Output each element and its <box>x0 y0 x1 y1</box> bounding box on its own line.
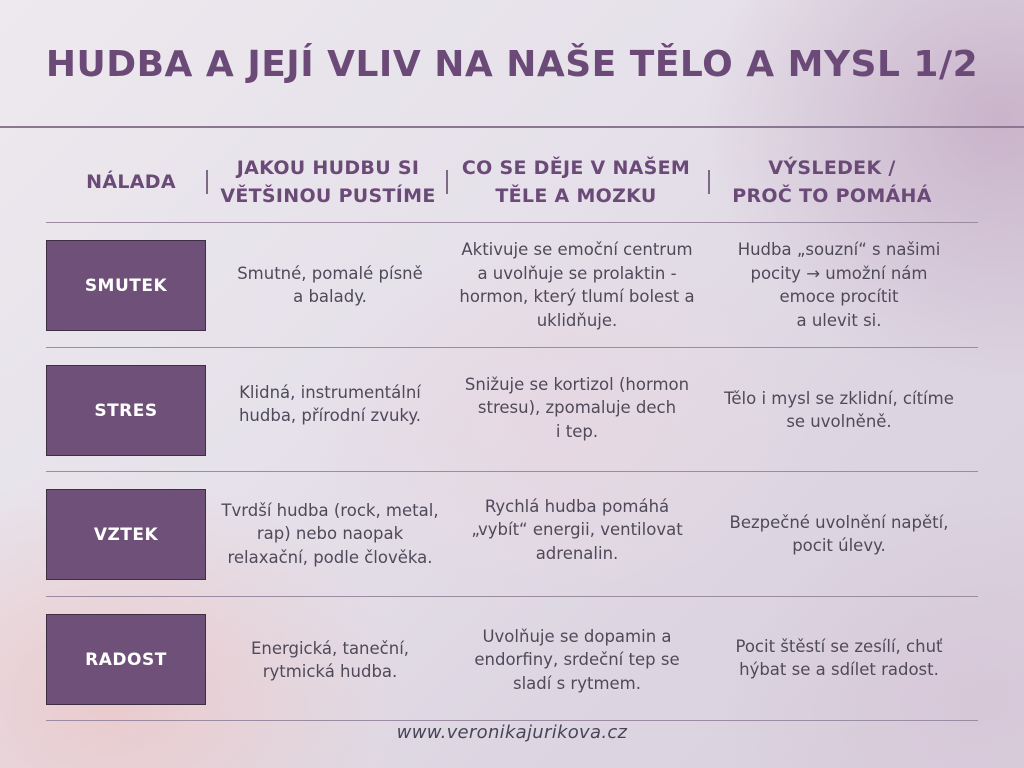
title-divider <box>0 126 1024 128</box>
result-cell: Pocit štěstí se zesílí, chuť hýbat se a sdílet radost. <box>735 636 943 679</box>
mood-label-stres: STRES <box>46 365 206 456</box>
result-cell: Bezpečné uvolnění napětí, pocit úlevy. <box>729 512 949 555</box>
header-separator <box>446 170 448 194</box>
row-divider <box>46 347 978 348</box>
row-divider <box>46 471 978 472</box>
row-divider <box>46 596 978 597</box>
header-separator <box>708 170 710 194</box>
row-divider <box>46 720 978 721</box>
music-cell: Smutné, pomalé písně a balady. <box>237 263 423 306</box>
page-title: HUDBA A JEJÍ VLIV NA NAŠE TĚLO A MYSL 1/2 <box>45 44 979 85</box>
body-cell: Rychlá hudba pomáhá „vybít“ energii, ventilovat adrenalin. <box>471 496 683 563</box>
body-cell: Uvolňuje se dopamin a endorfiny, srdeční tep se sladí s rytmem. <box>474 626 680 693</box>
mood-label-radost: RADOST <box>46 614 206 705</box>
header-separator <box>206 170 208 194</box>
website-url: www.veronikajurikova.cz <box>396 722 628 743</box>
header-music: JAKOU HUDBU SI VĚTŠINOU PUSTÍME <box>220 157 436 207</box>
music-cell: Energická, taneční, rytmická hudba. <box>250 638 410 681</box>
result-cell: Hudba „souzní“ s našimi pocity → umožní nám emoce procítit a ulevit si. <box>737 240 941 330</box>
header-result: VÝSLEDEK / PROČ TO POMÁHÁ <box>732 157 932 207</box>
mood-label-vztek: VZTEK <box>46 489 206 580</box>
header-mood: NÁLADA <box>86 171 176 193</box>
music-cell: Tvrdší hudba (rock, metal, rap) nebo naopak relaxační, podle člověka. <box>221 500 439 567</box>
row-divider <box>46 222 978 223</box>
header-body: CO SE DĚJE V NAŠEM TĚLE A MOZKU <box>461 157 691 207</box>
result-cell: Tělo i mysl se zklidní, cítíme se uvolněně. <box>724 388 954 431</box>
music-cell: Klidná, instrumentální hudba, přírodní zvuky. <box>238 382 422 425</box>
body-cell: Aktivuje se emoční centrum a uvolňuje se prolaktin - hormon, který tlumí bolest a uklidňuje. <box>459 240 695 330</box>
body-cell: Snižuje se kortizol (hormon stresu), zpomaluje dech i tep. <box>464 374 690 441</box>
mood-label-smutek: SMUTEK <box>46 240 206 331</box>
